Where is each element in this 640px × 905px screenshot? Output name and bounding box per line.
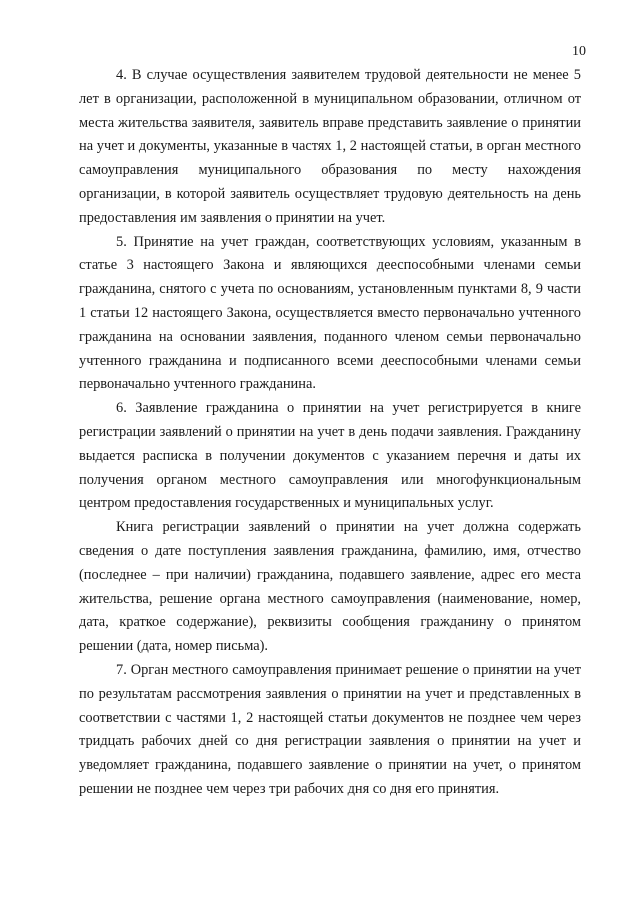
paragraph-6: 6. Заявление гражданина о принятии на учет регистрируется в книге регистрации заявлений о принятии на учет в день подачи заявления. Гражданину выдается расписка в получении документов с указанием перечня и даты их получения органом местного самоуправления или многофункциональным центром предоставления государственных и муниципальных услуг. xyxy=(79,400,581,512)
paragraph-7: 7. Орган местного самоуправления принимает решение о принятии на учет по результатам рассмотрения заявления о принятии на учет и представленных в соответствии с частями 1, 2 настоящей статьи документов не позднее чем через тридцать рабочих дней со дня регистрации заявления о принятии на учет и уведомляет гражданина, подавшего заявление о принятии на учет, о принятом решении не позднее чем через три рабочих дня со дня его принятия. xyxy=(79,661,581,797)
paragraph-registry-book: Книга регистрации заявлений о принятии на учет должна содержать сведения о дате поступления заявления гражданина, фамилию, имя, отчество (последнее – при наличии) гражданина, подавшего заявление, адрес его места жительства, решение органа местного самоуправления (наименование, номер, дата, краткое содержание), реквизиты сообщения гражданину о принятом решении (дата, номер письма). xyxy=(79,519,581,655)
document-body xyxy=(79,64,581,802)
paragraph-4: 4. В случае осуществления заявителем трудовой деятельности не менее 5 лет в организации, расположенной в муниципальном образовании, отличном от места жительства заявителя, заявитель вправе представить заявление о принятии на учет и документы, указанные в частях 1, 2 настоящей статьи, в орган местного самоуправления муниципального образования по месту нахождения организации, в которой заявитель осуществляет трудовую деятельность на день предоставления им заявления о принятии на учет. xyxy=(79,67,581,226)
page-number: 10 xyxy=(572,44,586,59)
paragraph-5: 5. Принятие на учет граждан, соответствующих условиям, указанным в статье 3 настоящего Закона и являющихся дееспособными членами семьи гражданина, снятого с учета по основаниям, установленным пунктами 8, 9 части 1 статьи 12 настоящего Закона, осуществляется вместо первоначально учтенного гражданина на основании заявления, поданного членом семьи первоначально учтенного гражданина и подписанного всеми дееспособными членами семьи первоначально учтенного гражданина. xyxy=(79,233,581,393)
